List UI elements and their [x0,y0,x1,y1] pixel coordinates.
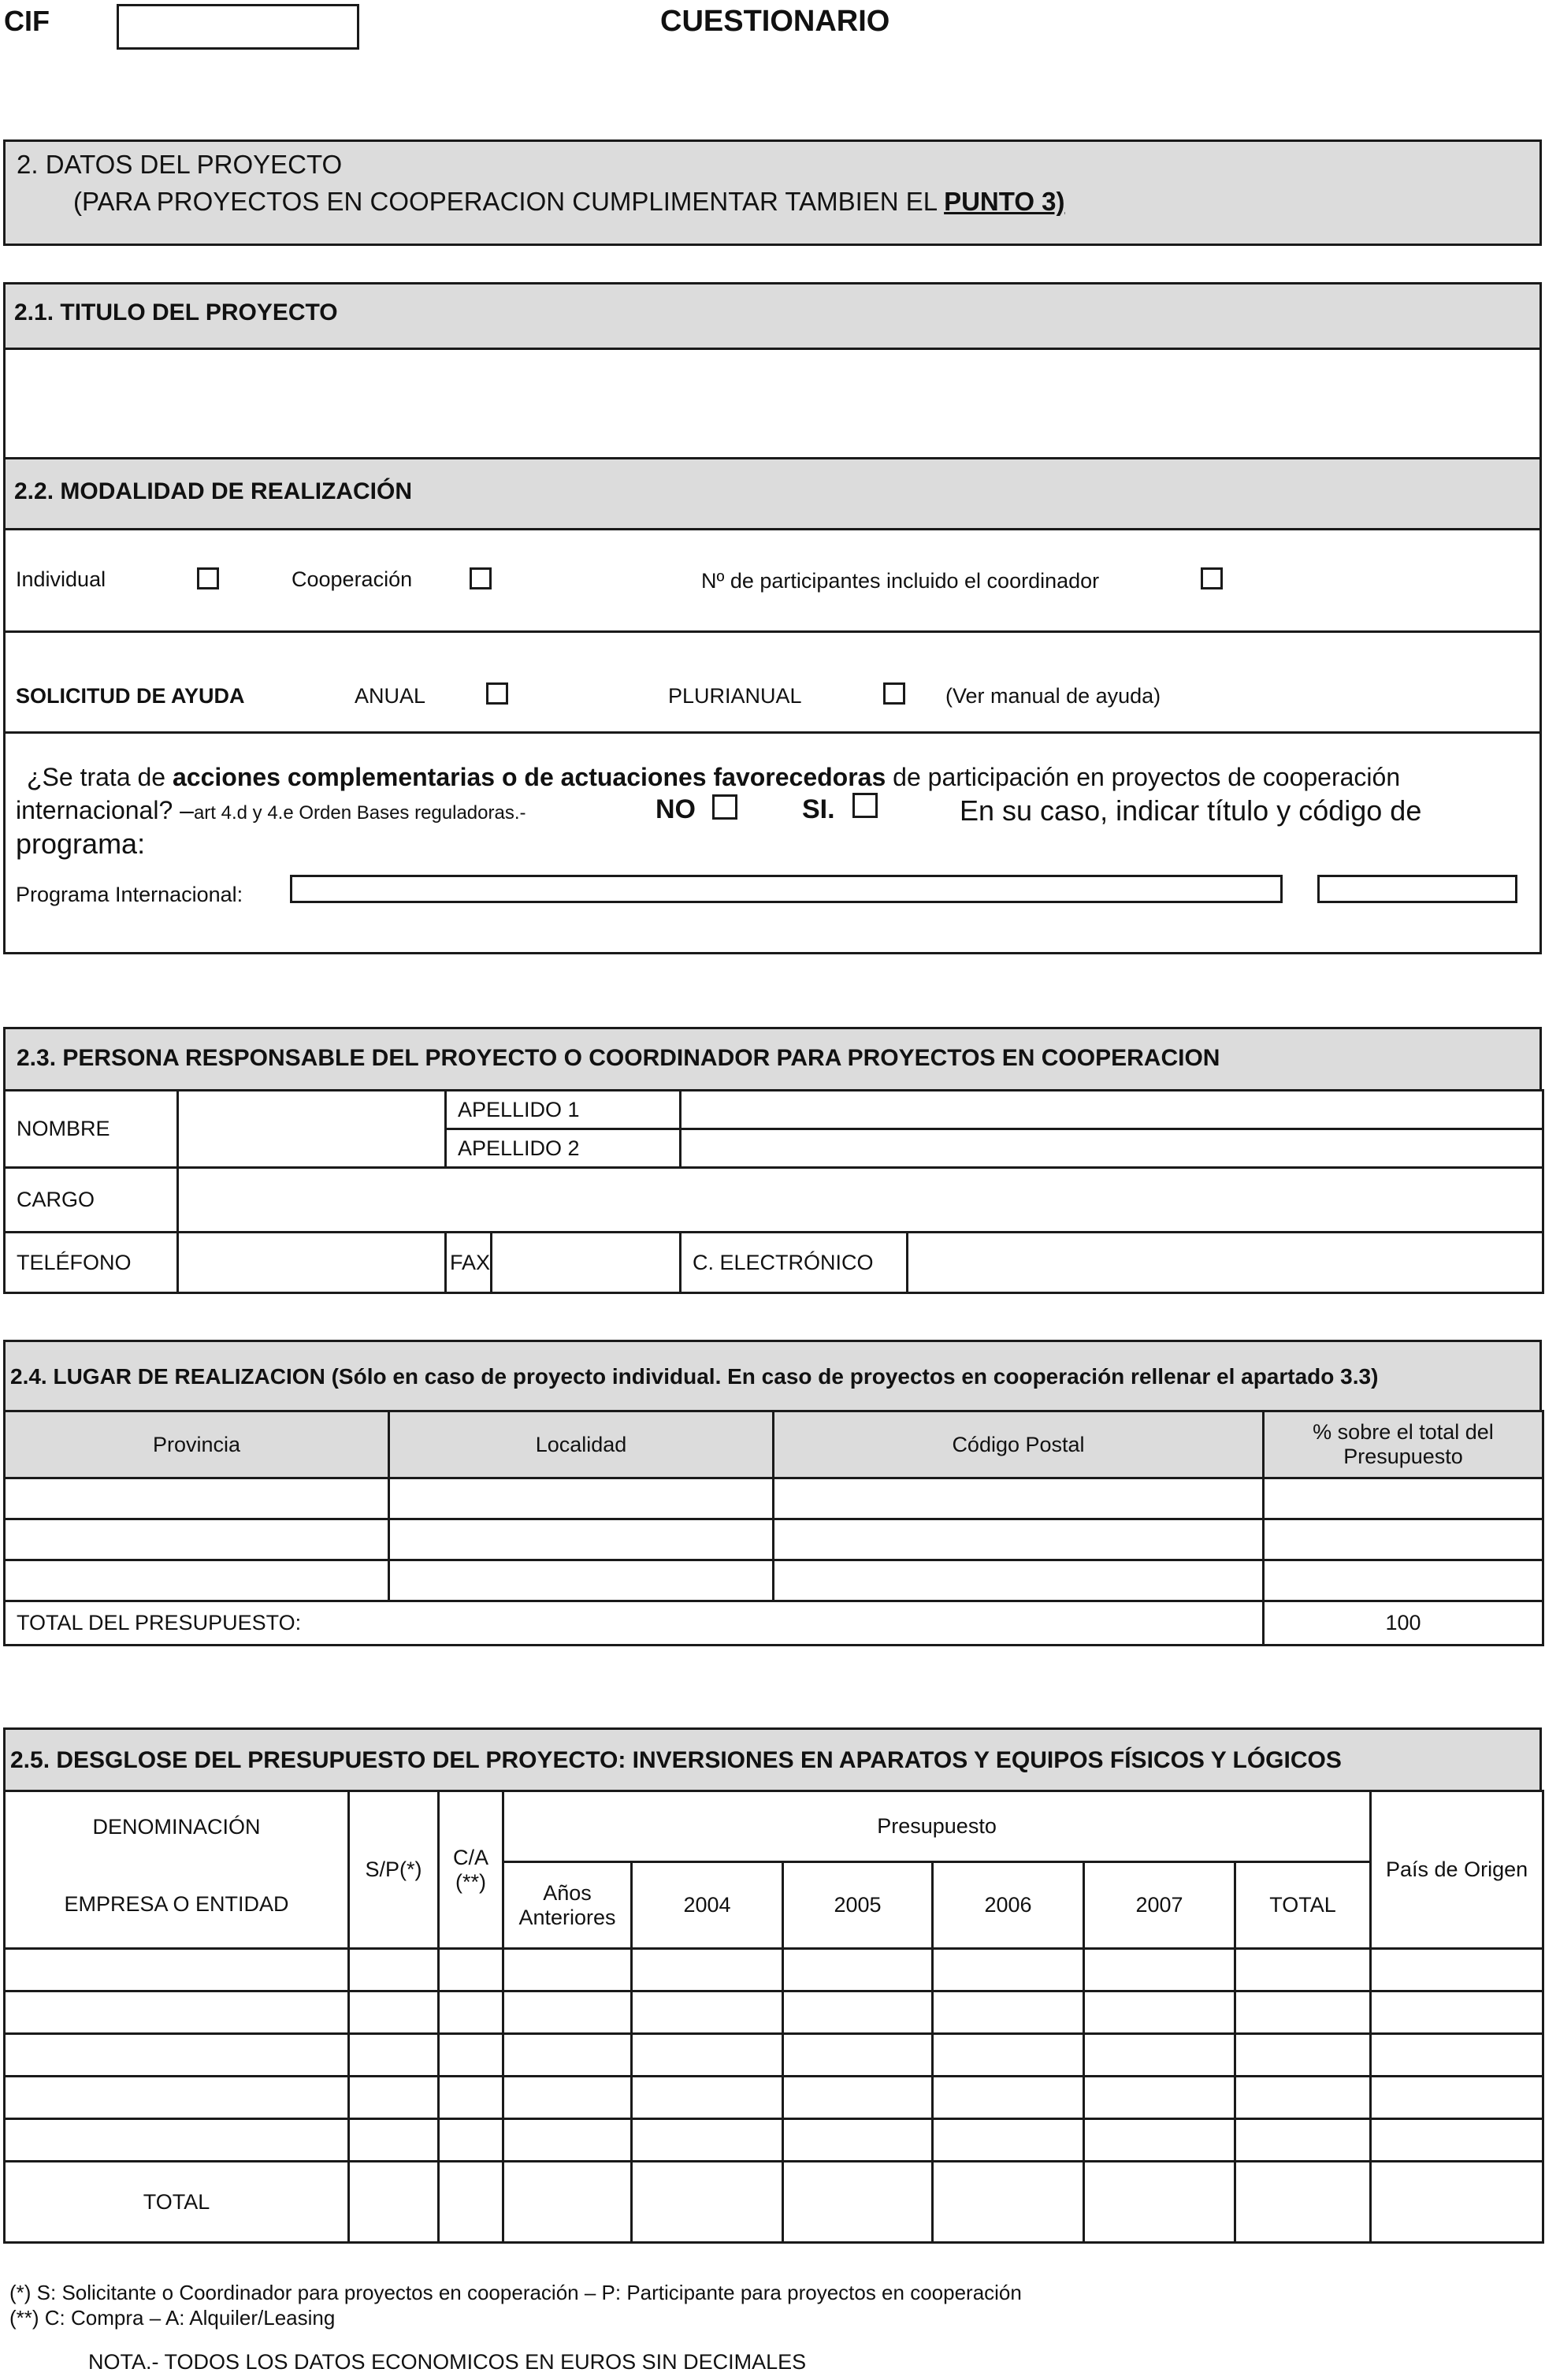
section-2-3-title: 2.3. PERSONA RESPONSABLE DEL PROYECTO O COORDINADOR PARA PROYECTOS EN COOPERACION [17,1045,1220,1071]
table-cell[interactable] [349,1991,439,2034]
plurianual-label: PLURIANUAL [668,684,802,708]
col-2006: 2006 [933,1862,1084,1949]
table-cell[interactable] [5,1949,349,1991]
cif-field[interactable] [117,4,359,50]
divider [3,630,1542,633]
col-codigo-postal: Código Postal [774,1411,1264,1478]
individual-checkbox[interactable] [197,567,219,589]
table-cell[interactable] [389,1478,774,1519]
col-denominacion: DENOMINACIÓN [5,1791,349,1862]
table-cell[interactable] [349,2162,439,2243]
footnote-sp: (*) S: Solicitante o Coordinador para proyectos en cooperación – P: Participante para proyectos en cooperación [9,2281,1022,2304]
email-label: C. ELECTRÓNICO [681,1233,908,1293]
total-row-label: TOTAL [5,2162,349,2243]
table-cell[interactable] [783,2119,933,2162]
table-cell[interactable] [1084,1991,1235,2034]
table-cell[interactable] [5,1560,389,1601]
col-empresa: EMPRESA O ENTIDAD [5,1862,349,1949]
col-ca: C/A (**) [439,1791,503,1949]
programa-label: Programa Internacional: [16,883,243,906]
table-cell[interactable] [5,1519,389,1560]
cargo-label: CARGO [5,1168,178,1233]
table-cell[interactable] [783,2077,933,2119]
section-2-2-title: 2.2. MODALIDAD DE REALIZACIÓN [14,478,413,504]
plurianual-checkbox[interactable] [883,682,905,705]
nota: NOTA.- TODOS LOS DATOS ECONOMICOS EN EUROS SIN DECIMALES [88,2350,807,2374]
si-checkbox[interactable] [852,793,878,818]
table-cell[interactable] [1371,2119,1543,2162]
table-cell[interactable] [632,1991,783,2034]
table-cell[interactable] [774,1519,1264,1560]
table-cell[interactable] [632,2119,783,2162]
total-presupuesto-label: TOTAL DEL PRESUPUESTO: [5,1601,1264,1646]
fax-field[interactable] [492,1233,681,1293]
col-presupuesto: Presupuesto [503,1791,1371,1862]
table-cell[interactable] [439,2077,503,2119]
table-cell[interactable] [5,2119,349,2162]
table-cell[interactable] [783,1949,933,1991]
table-cell[interactable] [349,1949,439,1991]
table-cell[interactable] [503,2034,632,2077]
email-field[interactable] [908,1233,1543,1293]
table-cell[interactable] [783,1991,933,2034]
table-cell[interactable] [1371,2077,1543,2119]
table-cell[interactable] [503,2077,632,2119]
table-cell[interactable] [349,2077,439,2119]
table-cell[interactable] [349,2034,439,2077]
international-question-line3: programa: [16,827,146,860]
apellido1-label: APELLIDO 1 [446,1091,681,1129]
table-cell[interactable] [1235,2077,1371,2119]
cooperacion-label: Cooperación [292,567,413,591]
question-text: internacional? – [16,796,194,824]
cif-label: CIF [4,5,50,37]
col-total: TOTAL [1235,1862,1371,1949]
col-2005: 2005 [783,1862,933,1949]
section-2-banner [3,139,1542,246]
international-question-line1 [27,763,1400,792]
nombre-field[interactable] [178,1091,446,1168]
table-cell[interactable] [389,1560,774,1601]
apellido2-field[interactable] [681,1129,1543,1168]
table-cell[interactable] [632,2077,783,2119]
project-title-field[interactable] [6,350,1539,457]
section-2-1-title: 2.1. TITULO DEL PROYECTO [14,299,338,325]
table-cell[interactable] [774,1560,1264,1601]
table-cell[interactable] [933,2162,1084,2243]
table-cell[interactable] [1235,2034,1371,2077]
col-anos-anteriores: Años Anteriores [503,1862,632,1949]
table-cell[interactable] [439,2034,503,2077]
table-cell[interactable] [1264,1478,1543,1519]
lugar-table [3,1410,1544,1646]
col-pais: País de Origen [1371,1791,1543,1949]
table-cell[interactable] [5,1478,389,1519]
table-cell[interactable] [1264,1519,1543,1560]
table-cell[interactable] [1235,2162,1371,2243]
col-localidad: Localidad [389,1411,774,1478]
apellido1-field[interactable] [681,1091,1543,1129]
table-cell[interactable] [5,1991,349,2034]
table-cell[interactable] [439,1991,503,2034]
participantes-label: Nº de participantes incluido el coordinador [701,569,1100,593]
table-cell[interactable] [632,2034,783,2077]
table-cell[interactable] [349,2119,439,2162]
programa-code-field[interactable] [1317,875,1517,903]
table-cell[interactable] [1084,2119,1235,2162]
telefono-label: TELÉFONO [5,1233,178,1293]
apellido2-label: APELLIDO 2 [446,1129,681,1168]
question-text: de participación en proyectos de cooperación [886,763,1401,791]
table-cell[interactable] [503,1991,632,2034]
col-2004: 2004 [632,1862,783,1949]
table-cell[interactable] [783,2162,933,2243]
international-question-line2 [16,796,526,825]
anual-checkbox[interactable] [486,682,508,705]
nombre-label: NOMBRE [5,1091,178,1168]
table-cell[interactable] [933,1991,1084,2034]
question-text: ¿Se trata de [27,763,173,791]
section-2-title: 2. DATOS DEL PROYECTO [17,150,343,179]
table-cell[interactable] [439,2119,503,2162]
no-checkbox[interactable] [712,794,737,820]
table-cell[interactable] [389,1519,774,1560]
table-cell[interactable] [933,2077,1084,2119]
table-cell[interactable] [503,2162,632,2243]
responsable-table [3,1089,1544,1294]
individual-label: Individual [16,567,106,591]
table-cell[interactable] [5,2034,349,2077]
total-presupuesto-value: 100 [1264,1601,1543,1646]
table-cell[interactable] [933,2119,1084,2162]
table-cell[interactable] [1235,2119,1371,2162]
table-cell[interactable] [774,1478,1264,1519]
programa-title-field[interactable] [290,875,1283,903]
table-cell[interactable] [439,2162,503,2243]
table-cell[interactable] [1235,1949,1371,1991]
table-cell[interactable] [1371,1949,1543,1991]
cargo-field[interactable] [178,1168,1543,1233]
table-cell[interactable] [503,2119,632,2162]
page-title: CUESTIONARIO [660,5,890,38]
presupuesto-table [3,1790,1544,2244]
col-porcentaje: % sobre el total del Presupuesto [1264,1411,1543,1478]
question-reference: art 4.d y 4.e Orden Bases reguladoras.- [193,802,526,824]
table-cell[interactable] [1084,2034,1235,2077]
divider [3,731,1542,734]
punto-3-link[interactable]: PUNTO 3) [944,187,1065,216]
table-cell[interactable] [1371,2034,1543,2077]
fax-label: FAX [446,1233,492,1293]
table-cell[interactable] [1084,2162,1235,2243]
col-sp: S/P(*) [349,1791,439,1949]
participantes-checkbox[interactable] [1201,567,1223,589]
table-cell[interactable] [1371,2162,1543,2243]
table-cell[interactable] [1084,2077,1235,2119]
section-2-subtitle-text: (PARA PROYECTOS EN COOPERACION CUMPLIMENTAR TAMBIEN EL [73,187,945,216]
solicitud-label: SOLICITUD DE AYUDA [16,684,245,708]
si-label: SI. [802,794,835,824]
divider [3,528,1542,530]
col-provincia: Provincia [5,1411,389,1478]
section-2-3-header [3,1027,1542,1091]
table-cell[interactable] [1235,1991,1371,2034]
table-cell[interactable] [503,1949,632,1991]
footnote-ca: (**) C: Compra – A: Alquiler/Leasing [9,2306,336,2330]
section-2-5-header [3,1727,1542,1792]
table-cell[interactable] [783,2034,933,2077]
table-cell[interactable] [439,1949,503,1991]
table-cell[interactable] [933,2034,1084,2077]
cooperacion-checkbox[interactable] [470,567,492,589]
table-cell[interactable] [1084,1949,1235,1991]
telefono-field[interactable] [178,1233,446,1293]
table-cell[interactable] [632,1949,783,1991]
section-2-4-header [3,1340,1542,1412]
section-2-5-title: 2.5. DESGLOSE DEL PRESUPUESTO DEL PROYECTO: INVERSIONES EN APARATOS Y EQUIPOS FÍSICOS Y LÓGICOS [10,1747,1342,1773]
table-cell[interactable] [1264,1560,1543,1601]
table-cell[interactable] [933,1949,1084,1991]
section-2-4-title: 2.4. LUGAR DE REALIZACION (Sólo en caso de proyecto individual. En caso de proyectos en cooperación rellenar el apartado 3.3) [10,1364,1379,1389]
table-cell[interactable] [5,2077,349,2119]
col-2007: 2007 [1084,1862,1235,1949]
anual-label: ANUAL [355,684,426,708]
international-question-line2-tail: En su caso, indicar título y código de [960,794,1422,827]
no-label: NO [656,794,696,824]
ver-manual-note: (Ver manual de ayuda) [945,684,1161,708]
section-2-subtitle [73,187,1065,217]
question-bold: acciones complementarias o de actuaciones favorecedoras [172,763,886,791]
table-cell[interactable] [632,2162,783,2243]
table-cell[interactable] [1371,1991,1543,2034]
